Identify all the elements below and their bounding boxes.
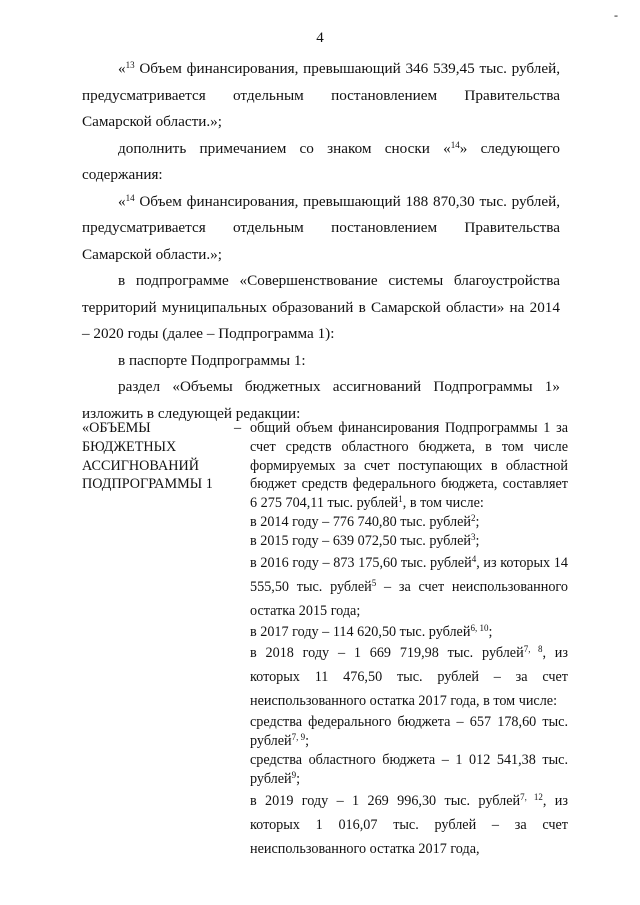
text-run: в 2018 году – 1 669 719,98 тыс. рублей bbox=[250, 645, 524, 662]
paragraph bbox=[82, 136, 560, 189]
label-line: «ОБЪЕМЫ bbox=[82, 420, 151, 436]
value-line bbox=[250, 751, 568, 789]
footnote-marker: 14 bbox=[125, 192, 135, 203]
label-line: ПОДПРОГРАММЫ 1 bbox=[82, 476, 213, 493]
text-run: в паспорте Подпрограммы 1: bbox=[118, 351, 306, 369]
footnote-marker: 14 bbox=[450, 139, 460, 150]
text-run: Объем финансирования, превышающий 188 870,30 тыс. рублей, предусматривается отдельным постановлением Правительства Самарской области.»; bbox=[82, 192, 560, 263]
text-run: в 2017 году – 114 620,50 тыс. рублей bbox=[250, 623, 471, 640]
paragraph bbox=[82, 56, 560, 136]
paragraph bbox=[82, 189, 560, 269]
text-run: ; bbox=[475, 532, 480, 549]
corner-mark: - bbox=[614, 8, 618, 22]
label-line: АССИГНОВАНИЙ bbox=[82, 457, 199, 474]
footnote-marker: 5 bbox=[371, 577, 377, 588]
value-line bbox=[250, 532, 568, 551]
footnote-marker: 2 bbox=[470, 512, 476, 523]
text-run: « bbox=[118, 60, 126, 77]
paragraph bbox=[82, 268, 560, 348]
text-run: общий объем финансирования Подпрограммы 1 за счет средств областного бюджета, в том числе формируемых за счет поступающих в областной бюджет средств федерального бюджета, составляет 6 275 704,11 тыс. рублей bbox=[250, 420, 568, 512]
value-line bbox=[250, 513, 568, 532]
label-line: БЮДЖЕТНЫХ bbox=[82, 438, 177, 455]
text-run: – за счет неиспользованного остатка 2015 года; bbox=[250, 578, 568, 619]
text-run: в подпрограмме «Совершенствование системы благоустройства территорий муниципальных образований в Самарской области» на 2014 – 2020 годы (далее – Подпрограмма 1): bbox=[82, 272, 560, 342]
footnote-marker: 4 bbox=[471, 553, 477, 564]
value-line bbox=[250, 551, 568, 623]
text-run: в 2015 году – 639 072,50 тыс. рублей bbox=[250, 532, 471, 549]
value-line bbox=[250, 713, 568, 751]
text-run: ; bbox=[305, 733, 310, 750]
text-run: средства областного бюджета – 1 012 541,38 тыс. рублей bbox=[250, 751, 568, 787]
value-line bbox=[250, 623, 568, 642]
text-run: средства федерального бюджета – 657 178,60 тыс. рублей bbox=[250, 714, 568, 750]
text-run: , из которых 1 016,07 тыс. рублей – за счет неиспользованного остатка 2017 года, bbox=[250, 792, 569, 857]
footnote-marker: 1 bbox=[398, 494, 403, 505]
passport-dash: – bbox=[234, 420, 242, 436]
text-run: в 2016 году – 873 175,60 тыс. рублей bbox=[250, 554, 472, 571]
text-run: « bbox=[118, 192, 126, 210]
value-line bbox=[250, 419, 568, 513]
footnote-marker: 6, 10 bbox=[470, 622, 489, 633]
text-run: ; bbox=[296, 770, 301, 787]
footnote-marker: 7, 12 bbox=[520, 791, 543, 802]
text-run: в 2019 году – 1 269 996,30 тыс. рублей bbox=[250, 792, 521, 809]
paragraph bbox=[82, 348, 560, 375]
text-run: дополнить примечанием со знаком сноски « bbox=[118, 139, 451, 157]
passport-label bbox=[82, 419, 234, 494]
text-run: , из которых 14 555,50 тыс. рублей bbox=[250, 554, 568, 595]
text-run: раздел «Объемы бюджетных ассигнований Подпрограммы 1» изложить в следующей редакции: bbox=[82, 378, 560, 422]
value-line bbox=[250, 641, 568, 713]
body-text bbox=[82, 56, 560, 427]
footnote-marker: 13 bbox=[125, 60, 135, 70]
footnote-marker: 7, 8 bbox=[523, 644, 543, 655]
passport-values bbox=[250, 419, 568, 861]
text-run: , в том числе: bbox=[402, 495, 484, 512]
text-run: ; bbox=[475, 513, 480, 530]
text-run: ; bbox=[488, 623, 493, 640]
footnote-marker: 7, 9 bbox=[291, 732, 306, 743]
text-run: » следующего содержания: bbox=[82, 139, 560, 183]
text-run: Объем финансирования, превышающий 346 539,45 тыс. рублей, предусматривается отдельным постановлением Правительства Самарской области.»; bbox=[82, 60, 560, 130]
page-number: 4 bbox=[316, 30, 324, 46]
text-run: в 2014 году – 776 740,80 тыс. рублей bbox=[250, 513, 471, 530]
text-run: , из которых 11 476,50 тыс. рублей – за счет неиспользованного остатка 2017 года, в том числе: bbox=[250, 645, 569, 710]
footnote-marker: 3 bbox=[470, 531, 476, 542]
footnote-marker: 9 bbox=[291, 769, 297, 780]
value-line bbox=[250, 789, 568, 861]
